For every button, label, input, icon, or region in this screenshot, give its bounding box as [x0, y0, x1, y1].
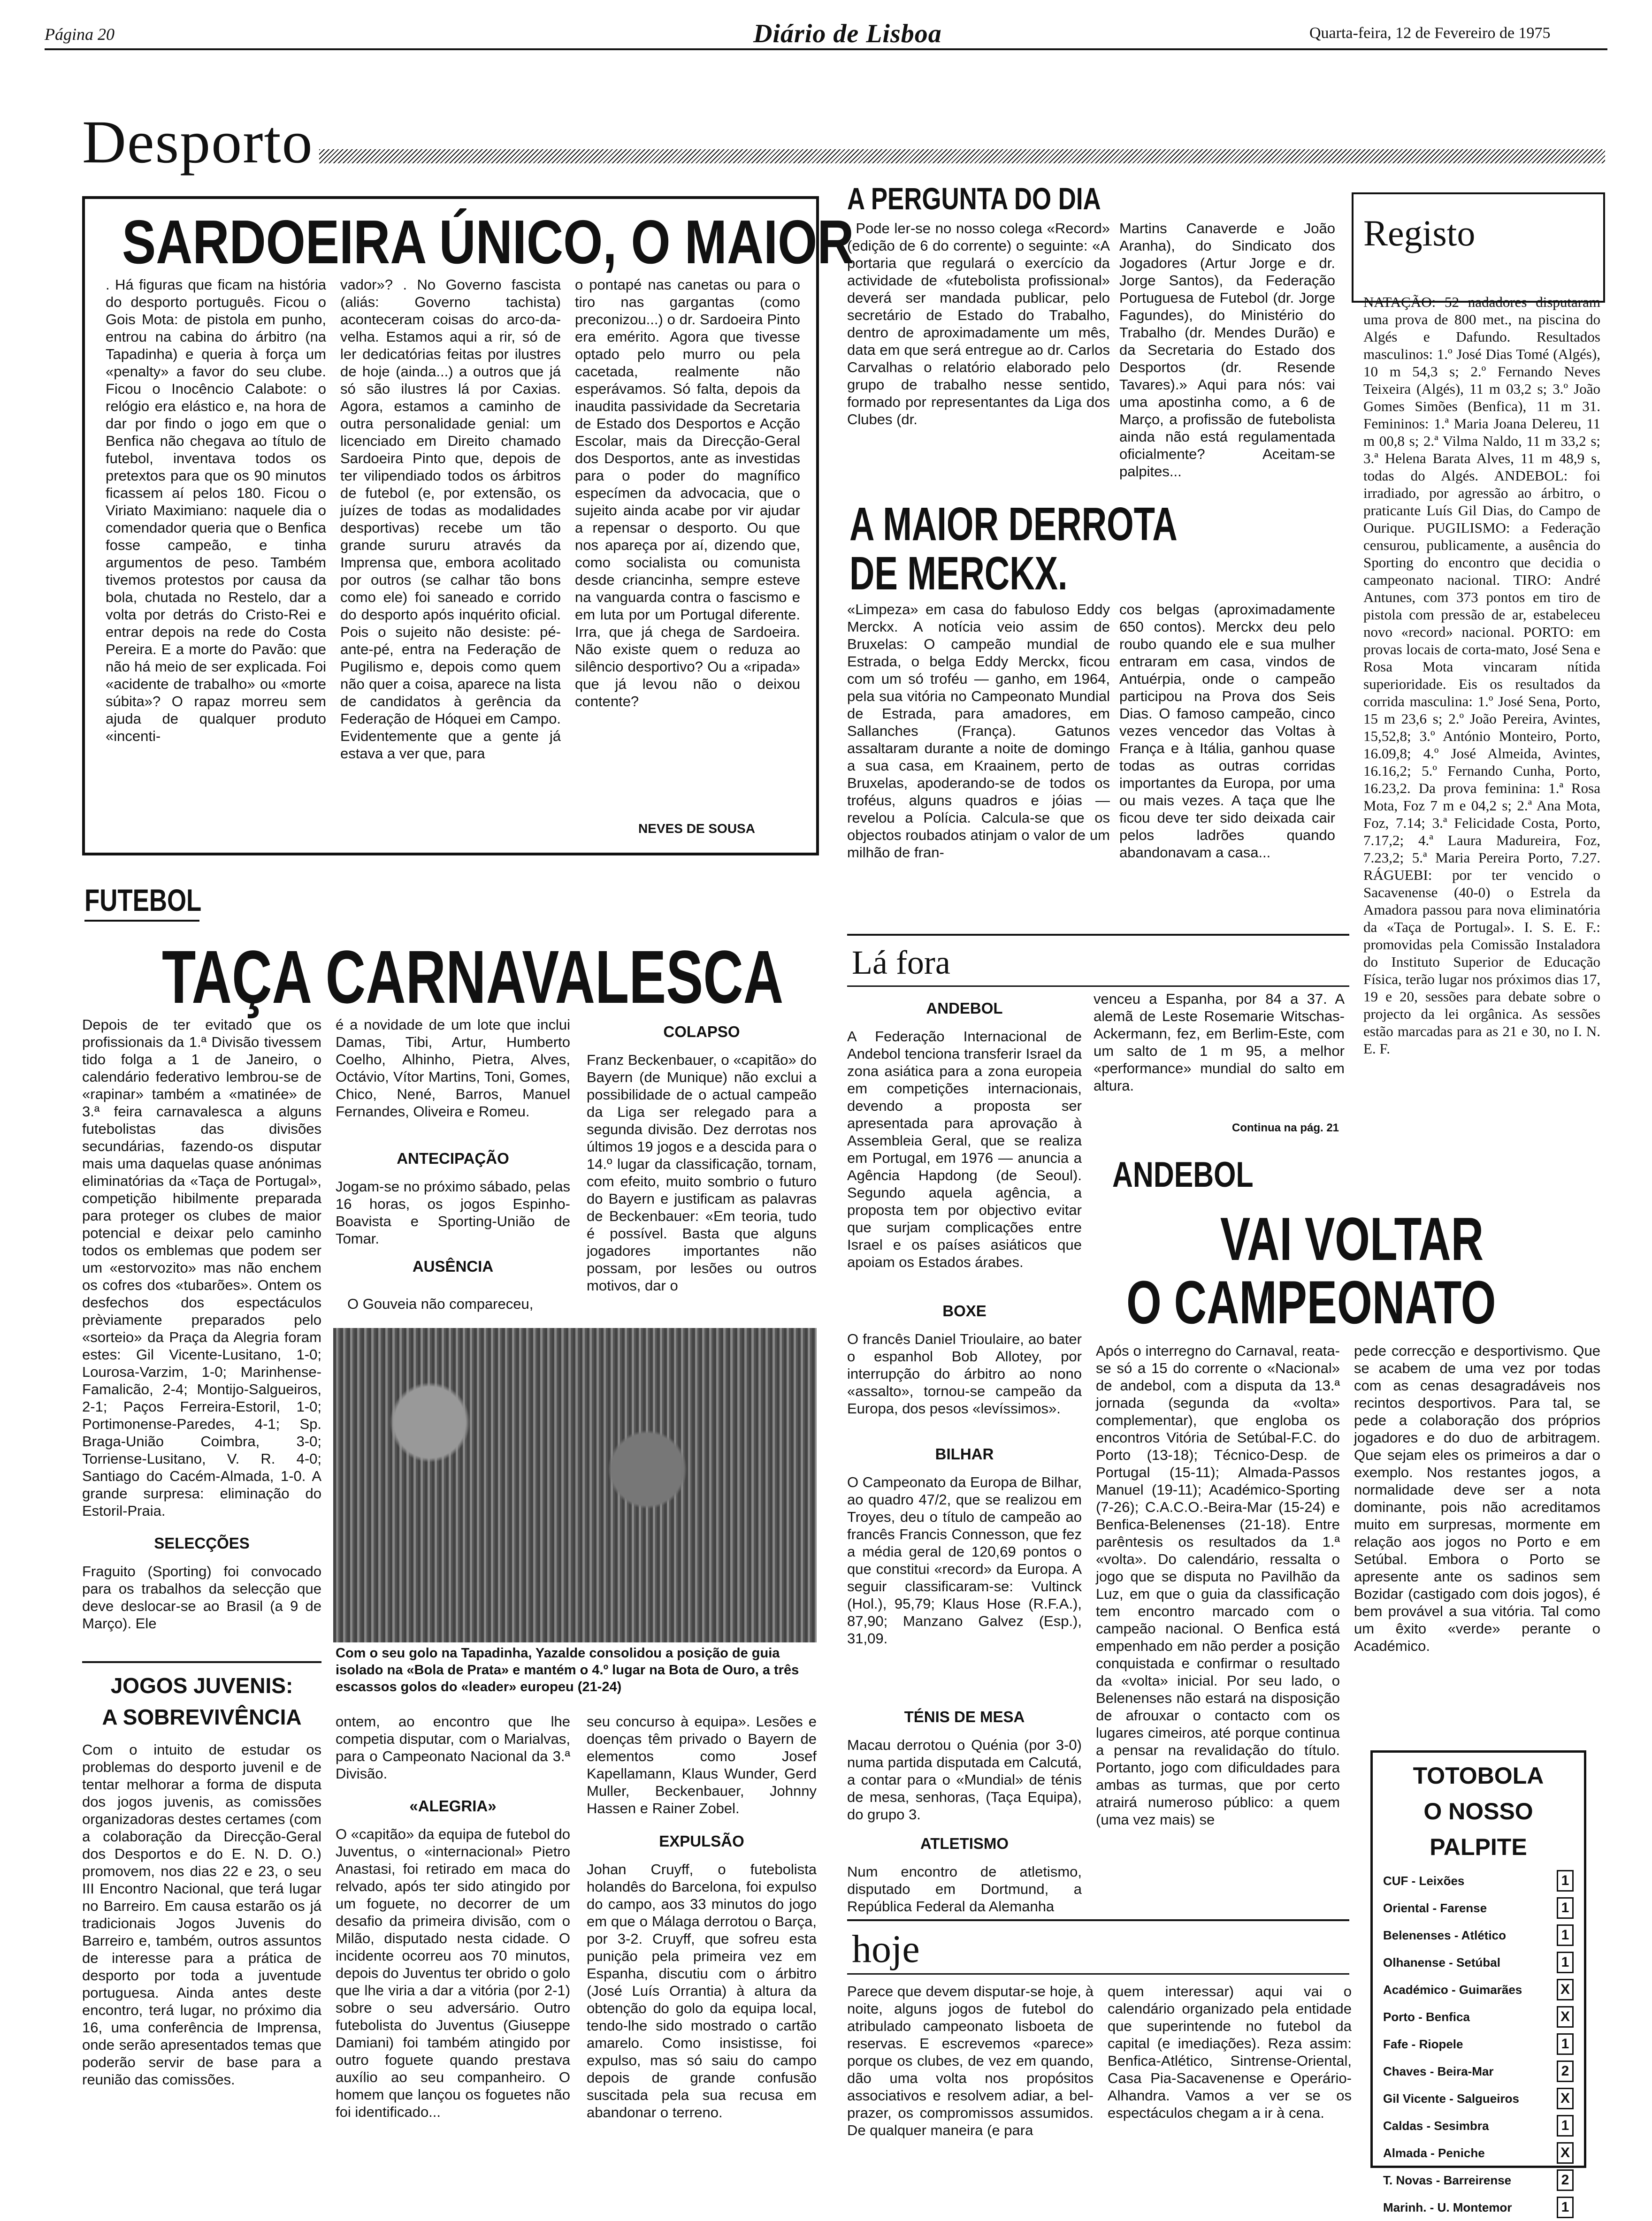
- tenis-subhead: TÉNIS DE MESA: [904, 1708, 1025, 1725]
- la-fora-title: Lá fora: [852, 944, 950, 981]
- section-hatch: [319, 149, 1605, 163]
- pergunta-col-1: . Pode ler-se no nosso colega «Record» (edição de 6 do corrente) o seguinte: «A portaria que regulará o exercício da actividade de «futebolista profissional» deverá ser mandada publicar, pelo secretário de Estado do Trabalho, dentro de aproximadamente um mês, data em que será entregue ao dr. Carlos Carvalhas o relatório elaborado pelo grupo de trabalho nesse sentido, formado por representantes da Liga dos Clubes (dr.: [847, 220, 1110, 427]
- page-number: Página 20: [45, 25, 115, 44]
- merckx-headline-1: A MAIOR DERROTA: [849, 498, 1178, 550]
- photo-caption: Com o seu golo na Tapadinha, Yazalde consolidou a posição de guia isolado na «Bola de Prata» e mantém o 4.º lugar na Bota de Ouro, a três escassos golos do «leader» europeu (21-24): [336, 1646, 799, 1694]
- header-rule: [45, 48, 1607, 50]
- totobola-pick: 1: [1557, 2033, 1574, 2055]
- pergunta-kicker: A PERGUNTA DO DIA: [847, 181, 1101, 216]
- juvenis-headline-1: JOGOS JUVENIS:: [110, 1673, 293, 1698]
- totobola-title-1: TOTOBOLA: [1413, 1763, 1544, 1789]
- bilhar-text: O Campeonato da Europa de Bilhar, ao quadro 47/2, que se realizou em Troyes, deu o título de campeão ao francês Francis Connesson, que fez a média geral de 120,69 pontos o que constitui «record» da Europa. A seguir classificaram-se: Vultinck (Hol.), 95,79; Klaus Hose (R.F.A.), 87,90; Manzano Galvez (Esp.), 31,09.: [847, 1474, 1082, 1647]
- antecipacao-subhead: ANTECIPAÇÃO: [397, 1150, 509, 1167]
- andebol-col-2: pede correcção e desportivismo. Que se acabem de uma vez por todas com as cenas desagradáveis nos recintos desportivos. Para tal, se pede a colaboração dos próprios jogadores e do duo de arbitragem. Que sejam eles os primeiros a dar o exemplo. Nos restantes jogos, a normalidade deve ser a nota dominante, pois não acreditamos muito em surpresas, mormente em relação aos jogos no Porto e em Setúbal. Embora o Porto se apresente ante os sadinos sem Bozidar (castigado com dois jogos), é bem provável a sua vitória. Tal como um êxito «verde» perante o Académico.: [1354, 1343, 1600, 1654]
- colapso-subhead: COLAPSO: [663, 1023, 740, 1040]
- registo-text: NATAÇÃO: 52 nadadores disputaram uma prova de 800 met., na piscina do Algés e Dafundo. Resultados masculinos: 1.º José Dias Tomé (Algés), 10 m 54,3 s; 2.º Fernando Neves Teixeira (Algés), 11 m 03,2 s; 3.º João Gomes Simões (Benfica), 11 m 31. Femininos: 1.ª Maria Joana Delereu, 11 m 00,8 s; 2.ª Vilma Naldo, 11 m 33,2 s; 3.ª Helena Barata Alves, 11 m 48,9 s, todas do Algés. ANDEBOL: foi irradiado, por agressão ao árbitro, o praticante Luís Gil Dias, do Campo de Ourique. PUGILISMO: a Federação censurou, publicamente, a ausência do Sporting do encontro que decidia o campeonato nacional. TIRO: André Antunes, com 373 pontos em tiro de pistola com pressão de ar, estabeleceu novo «record» nacional. PORTO: em provas locais de corta-mato, José Sena e Rosa Mota vincaram nítida superioridade. Eis os resultados da corrida masculina: 1.º José Sena, Porto, 15 m 23,6 s; 2.º João Pereira, Avintes, 15,52,8; 3.º António Monteiro, Porto, 16.09,8; 4.º José Almeida, Avintes, 16.16,2; 5.º Fernando Cunha, Porto, 16.23,2. Da prova feminina: 1.ª Rosa Mota, Foz 7 m e 04,2 s; 2.ª Ana Mota, Foz, 7.14; 3.ª Felicidade Costa, Porto, 7.17,2; 4.ª Laura Madureira, Foz, 7.23,2; 5.ª Maria Pereira Porto, 7.27. RÁGUEBI: por ter vencido o Sacavenense (40-0) o Estrela da Amadora passou para nova eliminatória da «Taça de Portugal». I. S. E. F.: promovidas pela Comissão Instaladora do Instituto Superior de Educação Física, terão lugar nos próximos dias 17, 19 e 20, sessões para debate sobre o projecto da lei orgânica. As sessões estão marcadas para as 21 e 30, no I. N. E. F.: [1363, 294, 1600, 1057]
- merckx-headline-2: DE MERCKX.: [849, 547, 1068, 600]
- ausencia-subhead: AUSÊNCIA: [412, 1258, 494, 1275]
- andebol-col-1: Após o interregno do Carnaval, reata-se só a 15 do corrente o «Nacional» de andebol, com a disputa da 13.ª jornada (segunda da «volta» complementar), que engloba os encontros Vitória de Setúbal-F.C. do Porto (13-18); Técnico-Desp. de Portugal (15-11); Almada-Passos Manuel (19-11); Académico-Sporting (7-26); C.A.C.O.-Beira-Mar (15-24) e Benfica-Belenenses (21-18). Entre parêntesis os resultados da 1.ª «volta». Do calendário, ressalta o jogo que se disputa no Pavilhão da Luz, em que o guia da classificação tem encontro marcado com o campeão nacional. O Benfica está empenhado em não perder a posição conquistada e confirmar o resultado da «volta» inicial. Por seu lado, o Belenenses não estará na disposição de afrouxar o contacto com os lugares cimeiros, até porque continua a pensar na revalidação do título. Portanto, jogo com dificuldades para ambas as turmas, que por certo atrairá numeroso público: a quem (uma vez mais) se: [1096, 1343, 1340, 1828]
- sardoeira-col-2: vador»? . No Governo fascista (aliás: Governo tachista) aconteceram coisas do arco-da-velha. Estamos aqui a rir, só de ler dedicatórias feitas por ilustres de hoje (ainda...) a outros que já só são ilustres lá por Caxias. Agora, estamos a caminho de outra personalidade genial: um licenciado em Direito chamado Sardoeira Pinto que, depois de ter vilipendiado todos os árbitros de futebol (e, por extensão, os juízes de todas as modalidades desportivas) recebe um tão grande sururu através da Imprensa que, embora acolitado por outros (se calhar tão bons como ele) foi saneado e corrido do desporto após inquérito oficial. Pois o sujeito não desiste: pé-ante-pé, entra na Federação de Pugilismo e, depois como quem não quer a coisa, aparece na lista de candidatos à gerência da Federação de Hóquei em Campo. Evidentemente que a gente já estava a ver que, para: [340, 276, 561, 762]
- hoje-col-1: Parece que devem disputar-se hoje, à noite, alguns jogos de futebol do atribulado campeonato lisboeta de reservas. E escrevemos «parece» porque os clubes, de vez em quando, dão uma volta nos propósitos associativos e resolvem adiar, a bel-prazer, os compromissos assumidos. De qualquer maneira (e para: [847, 1983, 1094, 2138]
- juvenis-text: Com o intuito de estudar os problemas do desporto juvenil e de tentar melhorar a forma de disputa dos jogos juvenis, as comissões organizadoras destes certames (com a colaboração da Direcção-Geral dos Desportos e do E. N. D. O.) promovem, nos dias 22 e 23, o seu III Encontro Nacional, que terá lugar no Barreiro. Em causa estarão os já tradicionais Jogos Juvenis do Barreiro e, também, outros assuntos de interesse para a prática de desporto por toda a juventude portuguesa. Ainda antes deste encontro, terá lugar, no próximo dia 16, uma conferência de Imprensa, onde serão apresentados temas que poderão servir de base para a reunião das comissões.: [82, 1741, 322, 2088]
- football-photo: [333, 1328, 817, 1642]
- totobola-match: Belenenses - Atlético: [1383, 1928, 1507, 1942]
- andebol-headline-1: VAI VOLTAR: [1220, 1205, 1484, 1273]
- merckx-col-1: «Limpeza» em casa do fabuloso Eddy Merckx. A notícia veio assim de Bruxelas: O campeão mundial de Estrada, o belga Eddy Merckx, ficou com um só troféu — ganho, em 1964, pela sua vitória no Campeonato Mundial de Estrada, para amadores, em Sallanches (França). Gatunos assaltaram durante a noite de domingo a sua casa, em Kraainem, perto de Bruxelas, apoderando-se de todos os troféus, alguns quadros e jóias — revelou a Polícia. Calcula-se que os objectos roubados atinjam o valor de um milhão de fran-: [847, 601, 1110, 861]
- totobola-pick: X: [1557, 1979, 1574, 2000]
- totobola-row: [1383, 2003, 1574, 2030]
- tenis-text: Macau derrotou o Quénia (por 3-0) numa partida disputada em Calcutá, a contar para o «Mundial» de ténis de mesa, senhoras, (Taça Equipa), do grupo 3.: [847, 1737, 1082, 1823]
- expulsao-pre: seu concurso à equipa». Lesões e doenças têm privado o Bayern de elementos como Josef Kapellamann, Klaus Wunder, Gerd Muller, Beckenbauer, Johnny Hassen e Rainer Zobel.: [587, 1713, 817, 1816]
- totobola-row: [1383, 2139, 1574, 2167]
- sardoeira-col-1: . Há figuras que ficam na história do desporto português. Ficou o Gois Mota: de pistola em punho, entrou na cabina do árbitro (na Tapadinha) e queria à força um «penalty» a favor do seu clube. Ficou o Inocêncio Calabote: o relógio era elástico e, na hora de dar por findo o jogo em que o Benfica não chegava ao título de futebol, inventava todos os pretextos para que os 90 minutos ficassem aí pelos 180. Ficou o Viriato Maximiano: naquele dia o comendador queria que o Benfica fosse campeão, e tinha argumentos de peso. Também tivemos protestos por causa da bola, chutada no Restelo, dar a volta por detrás do Cristo-Rei e entrar depois na rede do Costa Pereira. E a morte do Pavão: que não há meio de ser explicada. Foi «acidente de trabalho» ou «morte súbita»? O rapaz morreu sem ajuda de qualquer produto «incenti-: [106, 276, 326, 744]
- totobola-row: [1383, 1867, 1574, 1894]
- hoje-top-rule: [847, 1919, 1349, 1921]
- section-title: Desporto: [82, 108, 314, 176]
- la-fora-top-rule: [847, 934, 1349, 936]
- andebol-kicker: ANDEBOL: [1112, 1155, 1254, 1195]
- totobola-pick: 1: [1557, 1924, 1574, 1946]
- totobola-row: [1383, 2194, 1574, 2221]
- totobola-row: [1383, 1922, 1574, 1949]
- totobola-match: CUF - Leixões: [1383, 1873, 1465, 1888]
- totobola-match: Oriental - Farense: [1383, 1900, 1487, 1915]
- futebol-kicker-rule: [84, 920, 199, 922]
- la-fora-col-2: venceu a Espanha, por 84 a 37. A alemã de Leste Rosemarie Witschas-Ackermann, fez, em Berlim-Este, com um salto de 1 m 95, a melhor «performance» mundial do salto em altura.: [1094, 991, 1345, 1094]
- futebol-headline: TAÇA CARNAVALESCA: [162, 935, 784, 1019]
- la-fora-andebol-subhead: ANDEBOL: [926, 1000, 1003, 1017]
- totobola-match: Gil Vicente - Salgueiros: [1383, 2091, 1519, 2106]
- totobola-match: Chaves - Beira-Mar: [1383, 2064, 1494, 2078]
- totobola-match: Almada - Peniche: [1383, 2145, 1485, 2160]
- totobola-list: [1383, 1867, 1574, 2221]
- totobola-pick: 2: [1557, 2061, 1574, 2082]
- boxe-subhead: BOXE: [942, 1302, 987, 1320]
- hoje-bottom-rule: [847, 1973, 1349, 1975]
- selecoes-text: Fraguito (Sporting) foi convocado para os trabalhos da selecção que deve deslocar-se ao Brasil (a 9 de Março). Ele: [82, 1563, 321, 1632]
- totobola-match: T. Novas - Barreirense: [1383, 2173, 1512, 2187]
- ausencia-text: O Gouveia não compareceu,: [347, 1296, 534, 1312]
- totobola-pick: 1: [1557, 2197, 1574, 2218]
- totobola-pick: 1: [1557, 1952, 1574, 1973]
- atletismo-subhead: ATLETISMO: [920, 1835, 1009, 1852]
- continua-note: Continua na pág. 21: [1232, 1122, 1339, 1134]
- totobola-title-3: PALPITE: [1430, 1834, 1527, 1860]
- pergunta-col-2: Martins Canaverde e João Aranha), do Sindicato dos Jogadores (Artur Jorge e dr. Jorge Santos), da Federação Portuguesa de Futebol (dr. Jorge Fagundes), do Ministério do Trabalho (dr. Mendes Durão) e da Secretaria do Estado dos Desportos (dr. Resende Tavares).» Aqui para nós: vai uma apostinha como, a 6 de Março, a profissão de futebolista ainda não está regulamentada oficialmente? Aceitam-se palpites...: [1119, 220, 1335, 480]
- totobola-row: [1383, 2167, 1574, 2194]
- totobola-pick: X: [1557, 2088, 1574, 2109]
- totobola-pick: 1: [1557, 1897, 1574, 1919]
- bilhar-subhead: BILHAR: [935, 1445, 994, 1463]
- totobola-match: Marinh. - U. Montemor: [1383, 2200, 1512, 2214]
- futebol-kicker: FUTEBOL: [84, 883, 202, 917]
- juvenis-headline-2: A SOBREVIVÊNCIA: [102, 1705, 302, 1729]
- sardoeira-col-3: o pontapé nas canetas ou para o tiro nas gargantas (como preconizou...) o dr. Sardoeira Pinto era emérito. Agora que tivesse optado pelo murro ou pela cacetada, realmente não esperávamos. Só falta, depois da inaudita passividade da Secretaria de Estado dos Desportos e Acção Escolar, mais da Direcção-Geral dos Desportos, ante as investidas para o poder do magnífico especímen da advocacia, que o sujeito ainda acabe por vir ajudar a repensar o desporto. Ou que nos apareça por aí, dizendo que, como socialista ou comunista desde criancinha, sempre esteve na vanguarda contra o fascismo e em luta por um Portugal diferente. Irra, que já chega de Sardoeira. Não existe quem o reduza ao silêncio desportivo? Ou a «ripada» que já levou não o deixou contente?: [575, 276, 800, 710]
- expulsao-subhead: EXPULSÃO: [659, 1832, 744, 1850]
- totobola-row: [1383, 2112, 1574, 2139]
- totobola-row: [1383, 1976, 1574, 2003]
- andebol-headline-2: O CAMPEONATO: [1126, 1268, 1496, 1336]
- boxe-text: O francês Daniel Trioulaire, ao bater o espanhol Bob Allotey, por interrupção do árbitro ao nono «assalto», tornou-se campeão da Europa, dos pesos «levíssimos».: [847, 1331, 1082, 1417]
- alegria-subhead: «ALEGRIA»: [409, 1797, 497, 1815]
- juvenis-rule: [82, 1661, 321, 1663]
- totobola-pick: X: [1557, 2142, 1574, 2164]
- merckx-col-2: cos belgas (aproximadamente 650 contos). Merckx deu pelo roubo quando ele e sua mulher entraram em casa, vindos de Antuérpia, onde o campeão participou na Prova dos Seis Dias. O famoso campeão, cinco vezes vencedor das Voltas à França e à Itália, ganhou quase todas as outras corridas importantes da Europa, por uma ou mais vezes. A taça que lhe ficou deve ter sido deixada cair pelos ladrões quando abandonavam a casa...: [1119, 601, 1335, 861]
- totobola-row: [1383, 2030, 1574, 2058]
- masthead: Diário de Lisboa: [753, 19, 942, 48]
- selecoes-subhead: SELECÇÕES: [154, 1534, 250, 1552]
- alegria-pre: ontem, ao encontro que lhe competia disputar, com o Marialvas, para o Campeonato Nacional da 3.ª Divisão.: [336, 1713, 570, 1782]
- totobola-match: Caldas - Sesimbra: [1383, 2118, 1489, 2133]
- colapso-text: Franz Beckenbauer, o «capitão» do Bayern (de Munique) não exclui a possibilidade de o actual campeão da Liga ser relegado para a segunda divisão. Dez derrotas nos últimos 19 jogos e a descida para o 14.º lugar da classificação, tornam, com efeito, muito sombrio o futuro do Bayern e justificam as palavras de Beckenbauer: «Em teoria, tudo é possível. Basta que alguns jogadores importantes não possam, por lesões ou outros motivos, dar o: [587, 1052, 817, 1294]
- expulsao-text: Johan Cruyff, o futebolista holandês do Barcelona, foi expulso do campo, aos 33 minutos do jogo em que o Málaga derrotou o Barça, por 3-2. Cruyff, que sofreu esta punição pela primeira vez em Espanha, discutiu com o árbitro (José Luís Orrantia) à altura da obtenção do golo da equipa local, tendo-lhe sido mostrado o cartão amarelo. Como insistisse, foi expulso, mas só saiu do campo depois de grande confusão suscitada pela sua recusa em abandonar o terreno.: [587, 1861, 817, 2121]
- totobola-pick: X: [1557, 2006, 1574, 2028]
- totobola-box: [1370, 1750, 1586, 2215]
- totobola-pick: 1: [1557, 1870, 1574, 1892]
- totobola-row: [1383, 1894, 1574, 1922]
- issue-date: Quarta-feira, 12 de Fevereiro de 1975: [1309, 24, 1551, 42]
- futebol-col-2: é a novidade de um lote que inclui Damas, Tibi, Artur, Humberto Coelho, Alhinho, Pietra, Alves, Octávio, Vítor Martins, Toni, Gomes, Chico, Nené, Barros, Manuel Fernandes, Oliveira e Romeu.: [336, 1016, 570, 1120]
- totobola-row: [1383, 2058, 1574, 2085]
- sardoeira-author: NEVES DE SOUSA: [638, 821, 755, 836]
- la-fora-andebol-text: A Federação Internacional de Andebol tenciona transferir Israel da zona asiática para a zona europeia em competições internacionais, devendo a proposta ser apresentada para aprovação à Assembleia Geral, que se realiza em Portugal, em 1976 — anuncia a Agência Hapdong (de Seoul). Segundo aquela agência, a proposta tem por objectivo evitar que surjam complicações entre Israel e os países asiáticos que apoiam os Estados árabes.: [847, 1028, 1082, 1270]
- antecipacao-text: Jogam-se no próximo sábado, pelas 16 horas, os jogos Espinho-Boavista e Sporting-União de Tomar.: [336, 1178, 570, 1247]
- totobola-match: Fafe - Riopele: [1383, 2037, 1463, 2051]
- totobola-pick: 1: [1557, 2115, 1574, 2137]
- totobola-match: Porto - Benfica: [1383, 2009, 1470, 2024]
- totobola-match: Olhanense - Setúbal: [1383, 1955, 1500, 1969]
- atletismo-text: Num encontro de atletismo, disputado em Dortmund, a República Federal da Alemanha: [847, 1863, 1082, 1915]
- la-fora-bottom-rule: [847, 985, 1349, 987]
- totobola-pick: 2: [1557, 2169, 1574, 2191]
- alegria-text: O «capitão» da equipa de futebol do Juventus, o «internacional» Pietro Anastasi, foi retirado em maca do relvado, após ter sido atingido por um foguete, no decorrer de um desafio da primeira divisão, com o Milão, disputado nesta cidade. O incidente ocorreu aos 70 minutos, depois do Juventus ter obrido o golo que lhe viria a dar a vitória (por 2-1) sobre o seu adversário. Outro futebolista do Juventus (Giuseppe Damiani) foi também atingido por outro foguete quando prestava auxílio ao seu companheiro. O homem que lançou os foguetes não foi identificado...: [336, 1826, 570, 2120]
- totobola-row: [1383, 2085, 1574, 2112]
- totobola-title-2: O NOSSO: [1423, 1798, 1533, 1824]
- futebol-col-1: Depois de ter evitado que os profissionais da 1.ª Divisão tivessem tido folga a 1 de Janeiro, o calendário federativo lembrou-se de «rapinar» também a «matinée» de 3.ª feira carnavalesca a alguns futebolistas das divisões secundárias, fazendo-os disputar mais uma daquelas quase anónimas eliminatórias da «Taça de Portugal», competição hibilmente preparada para proteger os clubes de maior potencial e deixar pelo caminho todos os emblemas que podem ser um «estorvozito» mas não enchem os cofres dos «tubarões». Ontem os desfechos dos espectáculos prèviamente preparados pelo «sorteio» da Praça da Alegria foram estes: Gil Vicente-Lusitano, 1-0; Lourosa-Varzim, 1-0; Marinhense-Famalicão, 2-4; Montijo-Salgueiros, 2-1; Paços Ferreira-Estoril, 1-0; Portimonense-Paredes, 4-1; Sp. Braga-União Coimbra, 3-0; Torriense-Lusitano, V. R. 4-0; Santiago do Cacém-Almada, 1-0. A grande surpresa: eliminação do Estoril-Praia.: [82, 1016, 321, 1519]
- registo-title: Registo: [1363, 213, 1476, 253]
- totobola-row: [1383, 1949, 1574, 1976]
- sardoeira-headline: SARDOEIRA ÚNICO, O MAIOR: [122, 207, 854, 276]
- totobola-match: Académico - Guimarães: [1383, 1982, 1522, 1997]
- hoje-title: hoje: [852, 1927, 920, 1971]
- hoje-col-2: quem interessar) aqui vai o calendário organizado pela entidade que superintende no futebol da capital (e imediações). Reza assim: Benfica-Atlético, Sintrense-Oriental, Casa Pia-Sacavenense e Operário-Alhandra. Vamos a ver se os espectáculos chegam a ir à cena.: [1108, 1983, 1352, 2121]
